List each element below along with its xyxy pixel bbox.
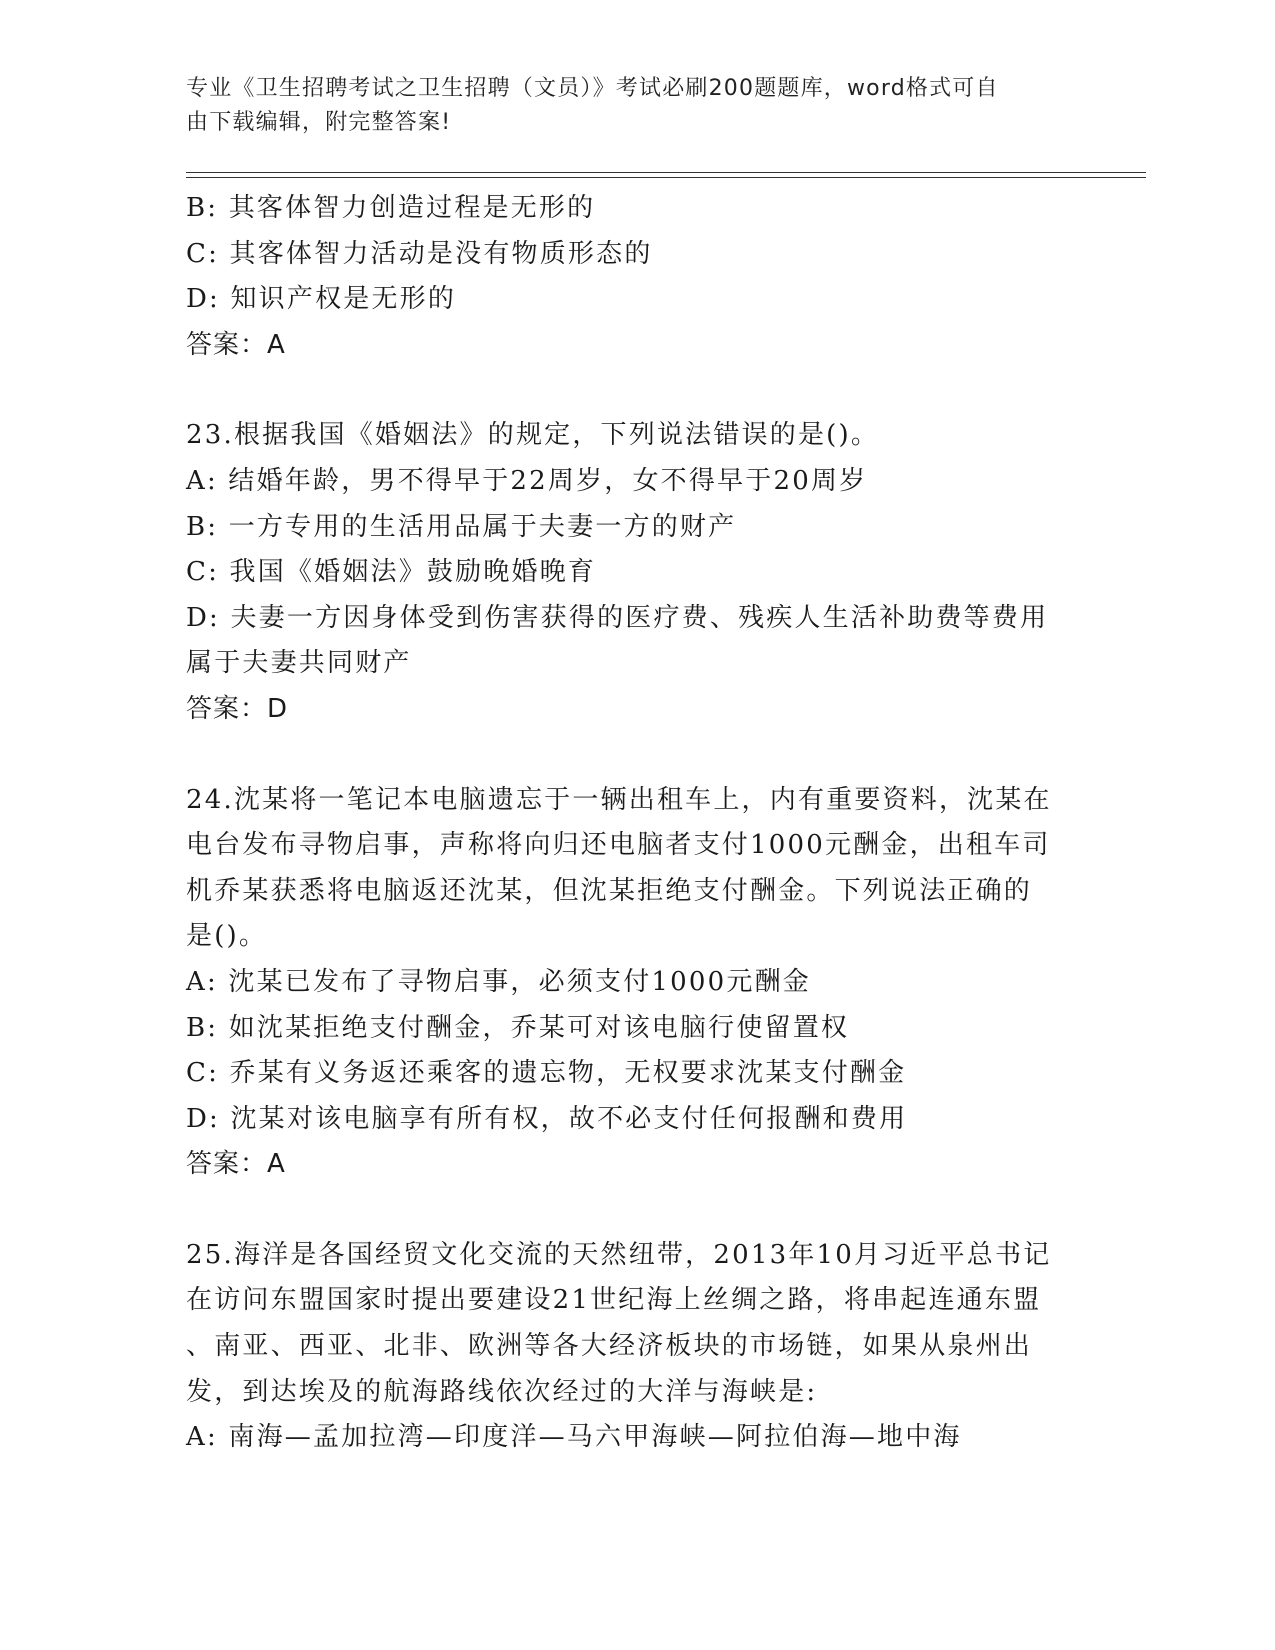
q22-option-d: D: 知识产权是无形的 <box>186 284 457 315</box>
q24-option-c: C: 乔某有义务返还乘客的遗忘物，无权要求沈某支付酬金 <box>186 1058 907 1089</box>
question-23 <box>186 413 1086 732</box>
spacer <box>186 1188 1086 1233</box>
q22-option-b: B: 其客体智力创造过程是无形的 <box>186 193 596 223</box>
q25-stem-line-1: 25.海洋是各国经贸文化交流的天然纽带，2013年10月习近平总书记 <box>186 1239 1052 1270</box>
q23-option-b: B: 一方专用的生活用品属于夫妻一方的财产 <box>186 511 737 542</box>
question-24 <box>186 778 1086 1188</box>
q23-answer: 答案：D <box>186 693 289 724</box>
question-content <box>186 186 1086 1461</box>
q24-stem-line-3: 机乔某获悉将电脑返还沈某，但沈某拒绝支付酬金。下列说法正确的 <box>186 875 1033 906</box>
q24-option-d: D: 沈某对该电脑享有所有权，故不必支付任何报酬和费用 <box>186 1103 908 1134</box>
header-double-rule <box>186 172 1146 178</box>
q25-stem-line-2: 在访问东盟国家时提出要建设21世纪海上丝绸之路，将串起连通东盟 <box>186 1285 1042 1316</box>
q22-answer: 答案：A <box>186 329 286 360</box>
q23-option-c: C: 我国《婚姻法》鼓励晚婚晚育 <box>186 557 597 588</box>
question-22 <box>186 186 1086 368</box>
q25-option-a: A: 南海—孟加拉湾—印度洋—马六甲海峡—阿拉伯海—地中海 <box>186 1422 962 1453</box>
q24-answer: 答案：A <box>186 1149 286 1180</box>
q23-option-d-line-2: 属于夫妻共同财产 <box>186 648 412 679</box>
q22-option-c: C: 其客体智力活动是没有物质形态的 <box>186 238 653 269</box>
page-header <box>186 72 1066 140</box>
header-title-line-1: 专业《卫生招聘考试之卫生招聘（文员）》考试必刷200题题库，word格式可自 <box>186 76 999 101</box>
q23-option-a: A: 结婚年龄，男不得早于22周岁，女不得早于20周岁 <box>186 465 868 496</box>
q23-option-d-line-1: D: 夫妻一方因身体受到伤害获得的医疗费、残疾人生活补助费等费用 <box>186 602 1049 633</box>
q24-stem-line-2: 电台发布寻物启事，声称将向归还电脑者支付1000元酬金，出租车司 <box>186 830 1051 861</box>
q23-stem: 23.根据我国《婚姻法》的规定，下列说法错误的是()。 <box>186 420 880 451</box>
q24-option-a: A: 沈某已发布了寻物启事，必须支付1000元酬金 <box>186 966 811 997</box>
q24-option-b: B: 如沈某拒绝支付酬金，乔某可对该电脑行使留置权 <box>186 1012 850 1043</box>
q25-stem-line-3: 、南亚、西亚、北非、欧洲等各大经济板块的市场链，如果从泉州出 <box>186 1331 1033 1362</box>
q25-stem-line-4: 发，到达埃及的航海路线依次经过的大洋与海峡是: <box>186 1376 818 1407</box>
header-title-line-2: 由下载编辑，附完整答案! <box>186 110 452 135</box>
spacer <box>186 733 1086 778</box>
q24-stem-line-4: 是()。 <box>186 921 268 952</box>
spacer <box>186 368 1086 413</box>
q24-stem-line-1: 24.沈某将一笔记本电脑遗忘于一辆出租车上，内有重要资料，沈某在 <box>186 784 1052 815</box>
question-25 <box>186 1233 1086 1461</box>
